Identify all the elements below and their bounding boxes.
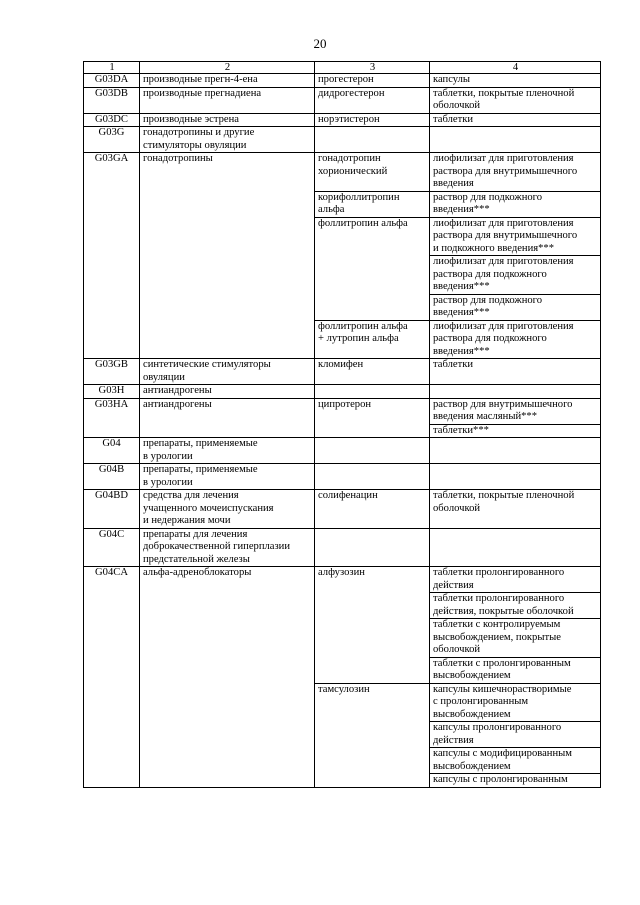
- drug-name-cell: [315, 256, 430, 295]
- group-name-cell: препараты, применяемые в урологии: [140, 464, 315, 490]
- drug-name-cell: [315, 424, 430, 438]
- group-name-cell: альфа-адреноблокаторы: [140, 567, 315, 593]
- dosage-form-cell: таблетки, покрытые пленочной оболочкой: [430, 490, 601, 529]
- dosage-form-cell: раствор для подкожного введения***: [430, 191, 601, 217]
- drug-name-cell: [315, 528, 430, 567]
- drug-name-cell: [315, 127, 430, 153]
- group-name-cell: [140, 657, 315, 683]
- group-name-cell: производные прегнадиена: [140, 87, 315, 113]
- atc-code-cell: [84, 774, 140, 788]
- dosage-form-cell: капсулы с пролонгированным: [430, 774, 601, 788]
- table-row: [84, 191, 601, 217]
- drug-name-cell: [315, 657, 430, 683]
- group-name-cell: [140, 424, 315, 438]
- atc-code-cell: G03GB: [84, 359, 140, 385]
- page-number: 20: [313, 36, 327, 51]
- table-row: [84, 256, 601, 295]
- group-name-cell: антиандрогены: [140, 398, 315, 424]
- dosage-form-cell: лиофилизат для приготовления раствора для внутримышечного и подкожного введения***: [430, 217, 601, 256]
- drug-name-cell: прогестерон: [315, 74, 430, 88]
- atc-code-cell: [84, 748, 140, 774]
- table-row: [84, 593, 601, 619]
- group-name-cell: препараты для лечения доброкачественной гиперплазии предстательной железы: [140, 528, 315, 567]
- atc-code-cell: G04C: [84, 528, 140, 567]
- atc-code-cell: [84, 619, 140, 658]
- table-row: [84, 320, 601, 359]
- dosage-form-cell: таблетки пролонгированного действия: [430, 567, 601, 593]
- table-row: [84, 359, 601, 385]
- drug-name-cell: алфузозин: [315, 567, 430, 593]
- dosage-form-cell: [430, 528, 601, 567]
- group-name-cell: [140, 774, 315, 788]
- atc-code-cell: G03DA: [84, 74, 140, 88]
- drug-name-cell: гонадотропин хорионический: [315, 153, 430, 192]
- column-header: 4: [430, 62, 601, 74]
- group-name-cell: [140, 191, 315, 217]
- group-name-cell: [140, 748, 315, 774]
- table-row: [84, 748, 601, 774]
- drug-name-cell: норэтистерон: [315, 113, 430, 127]
- drug-name-cell: корифоллитропин альфа: [315, 191, 430, 217]
- group-name-cell: [140, 320, 315, 359]
- atc-code-cell: G04CA: [84, 567, 140, 593]
- dosage-form-cell: раствор для внутримышечного введения масляный***: [430, 398, 601, 424]
- atc-code-cell: [84, 191, 140, 217]
- dosage-form-cell: [430, 385, 601, 399]
- table-row: [84, 294, 601, 320]
- dosage-form-cell: таблетки***: [430, 424, 601, 438]
- drug-name-cell: [315, 438, 430, 464]
- group-name-cell: [140, 722, 315, 748]
- dosage-form-cell: таблетки с пролонгированным высвобождением: [430, 657, 601, 683]
- dosage-form-cell: [430, 464, 601, 490]
- drug-name-cell: фоллитропин альфа + лутропин альфа: [315, 320, 430, 359]
- table-row: [84, 87, 601, 113]
- dosage-form-cell: [430, 438, 601, 464]
- table-row: [84, 464, 601, 490]
- table-row: [84, 774, 601, 788]
- dosage-form-cell: таблетки пролонгированного действия, покрытые оболочкой: [430, 593, 601, 619]
- dosage-form-cell: капсулы пролонгированного действия: [430, 722, 601, 748]
- group-name-cell: производные прегн-4-ена: [140, 74, 315, 88]
- table-row: [84, 385, 601, 399]
- atc-code-cell: [84, 217, 140, 256]
- group-name-cell: гонадотропины и другие стимуляторы овуляции: [140, 127, 315, 153]
- atc-code-cell: [84, 593, 140, 619]
- table-row: [84, 424, 601, 438]
- table-row: [84, 619, 601, 658]
- dosage-form-cell: таблетки с контролируемым высвобождением, покрытые оболочкой: [430, 619, 601, 658]
- table-row: [84, 113, 601, 127]
- drug-name-cell: тамсулозин: [315, 683, 430, 722]
- drug-name-cell: дидрогестерон: [315, 87, 430, 113]
- group-name-cell: препараты, применяемые в урологии: [140, 438, 315, 464]
- dosage-form-cell: капсулы с модифицированным высвобождением: [430, 748, 601, 774]
- table-row: [84, 528, 601, 567]
- group-name-cell: [140, 256, 315, 295]
- group-name-cell: [140, 217, 315, 256]
- drug-name-cell: [315, 774, 430, 788]
- atc-code-cell: G04B: [84, 464, 140, 490]
- dosage-form-cell: раствор для подкожного введения***: [430, 294, 601, 320]
- atc-code-cell: [84, 256, 140, 295]
- group-name-cell: [140, 294, 315, 320]
- atc-code-cell: G03DC: [84, 113, 140, 127]
- atc-code-cell: [84, 294, 140, 320]
- drug-table: [83, 61, 601, 788]
- column-header: 2: [140, 62, 315, 74]
- drug-name-cell: [315, 619, 430, 658]
- group-name-cell: синтетические стимуляторы овуляции: [140, 359, 315, 385]
- table-row: [84, 74, 601, 88]
- drug-name-cell: [315, 294, 430, 320]
- drug-name-cell: фоллитропин альфа: [315, 217, 430, 256]
- atc-code-cell: G03HA: [84, 398, 140, 424]
- table-row: [84, 127, 601, 153]
- group-name-cell: антиандрогены: [140, 385, 315, 399]
- atc-code-cell: G03G: [84, 127, 140, 153]
- table-row: [84, 217, 601, 256]
- column-header: 3: [315, 62, 430, 74]
- group-name-cell: средства для лечения учащенного мочеиспускания и недержания мочи: [140, 490, 315, 529]
- drug-name-cell: [315, 593, 430, 619]
- atc-code-cell: G04BD: [84, 490, 140, 529]
- dosage-form-cell: таблетки, покрытые пленочной оболочкой: [430, 87, 601, 113]
- column-header: 1: [84, 62, 140, 74]
- drug-name-cell: [315, 385, 430, 399]
- dosage-form-cell: лиофилизат для приготовления раствора для подкожного введения***: [430, 256, 601, 295]
- dosage-form-cell: таблетки: [430, 359, 601, 385]
- table-row: [84, 490, 601, 529]
- atc-code-cell: [84, 424, 140, 438]
- atc-code-cell: [84, 657, 140, 683]
- atc-code-cell: G04: [84, 438, 140, 464]
- drug-name-cell: [315, 464, 430, 490]
- group-name-cell: [140, 619, 315, 658]
- table-row: [84, 567, 601, 593]
- atc-code-cell: G03DB: [84, 87, 140, 113]
- atc-code-cell: [84, 722, 140, 748]
- group-name-cell: гонадотропины: [140, 153, 315, 192]
- dosage-form-cell: капсулы кишечнорастворимые с пролонгированным высвобождением: [430, 683, 601, 722]
- drug-name-cell: ципротерон: [315, 398, 430, 424]
- table-row: [84, 657, 601, 683]
- table-row: [84, 683, 601, 722]
- table-header-row: [84, 62, 601, 74]
- atc-code-cell: G03H: [84, 385, 140, 399]
- dosage-form-cell: [430, 127, 601, 153]
- dosage-form-cell: лиофилизат для приготовления раствора для подкожного введения***: [430, 320, 601, 359]
- group-name-cell: [140, 683, 315, 722]
- table-row: [84, 153, 601, 192]
- atc-code-cell: [84, 320, 140, 359]
- table-body: [84, 74, 601, 788]
- dosage-form-cell: таблетки: [430, 113, 601, 127]
- dosage-form-cell: лиофилизат для приготовления раствора для внутримышечного введения: [430, 153, 601, 192]
- table-row: [84, 722, 601, 748]
- table-row: [84, 438, 601, 464]
- group-name-cell: производные эстрена: [140, 113, 315, 127]
- drug-name-cell: кломифен: [315, 359, 430, 385]
- drug-name-cell: солифенацин: [315, 490, 430, 529]
- atc-code-cell: G03GA: [84, 153, 140, 192]
- dosage-form-cell: капсулы: [430, 74, 601, 88]
- atc-code-cell: [84, 683, 140, 722]
- drug-name-cell: [315, 748, 430, 774]
- group-name-cell: [140, 593, 315, 619]
- table-row: [84, 398, 601, 424]
- drug-name-cell: [315, 722, 430, 748]
